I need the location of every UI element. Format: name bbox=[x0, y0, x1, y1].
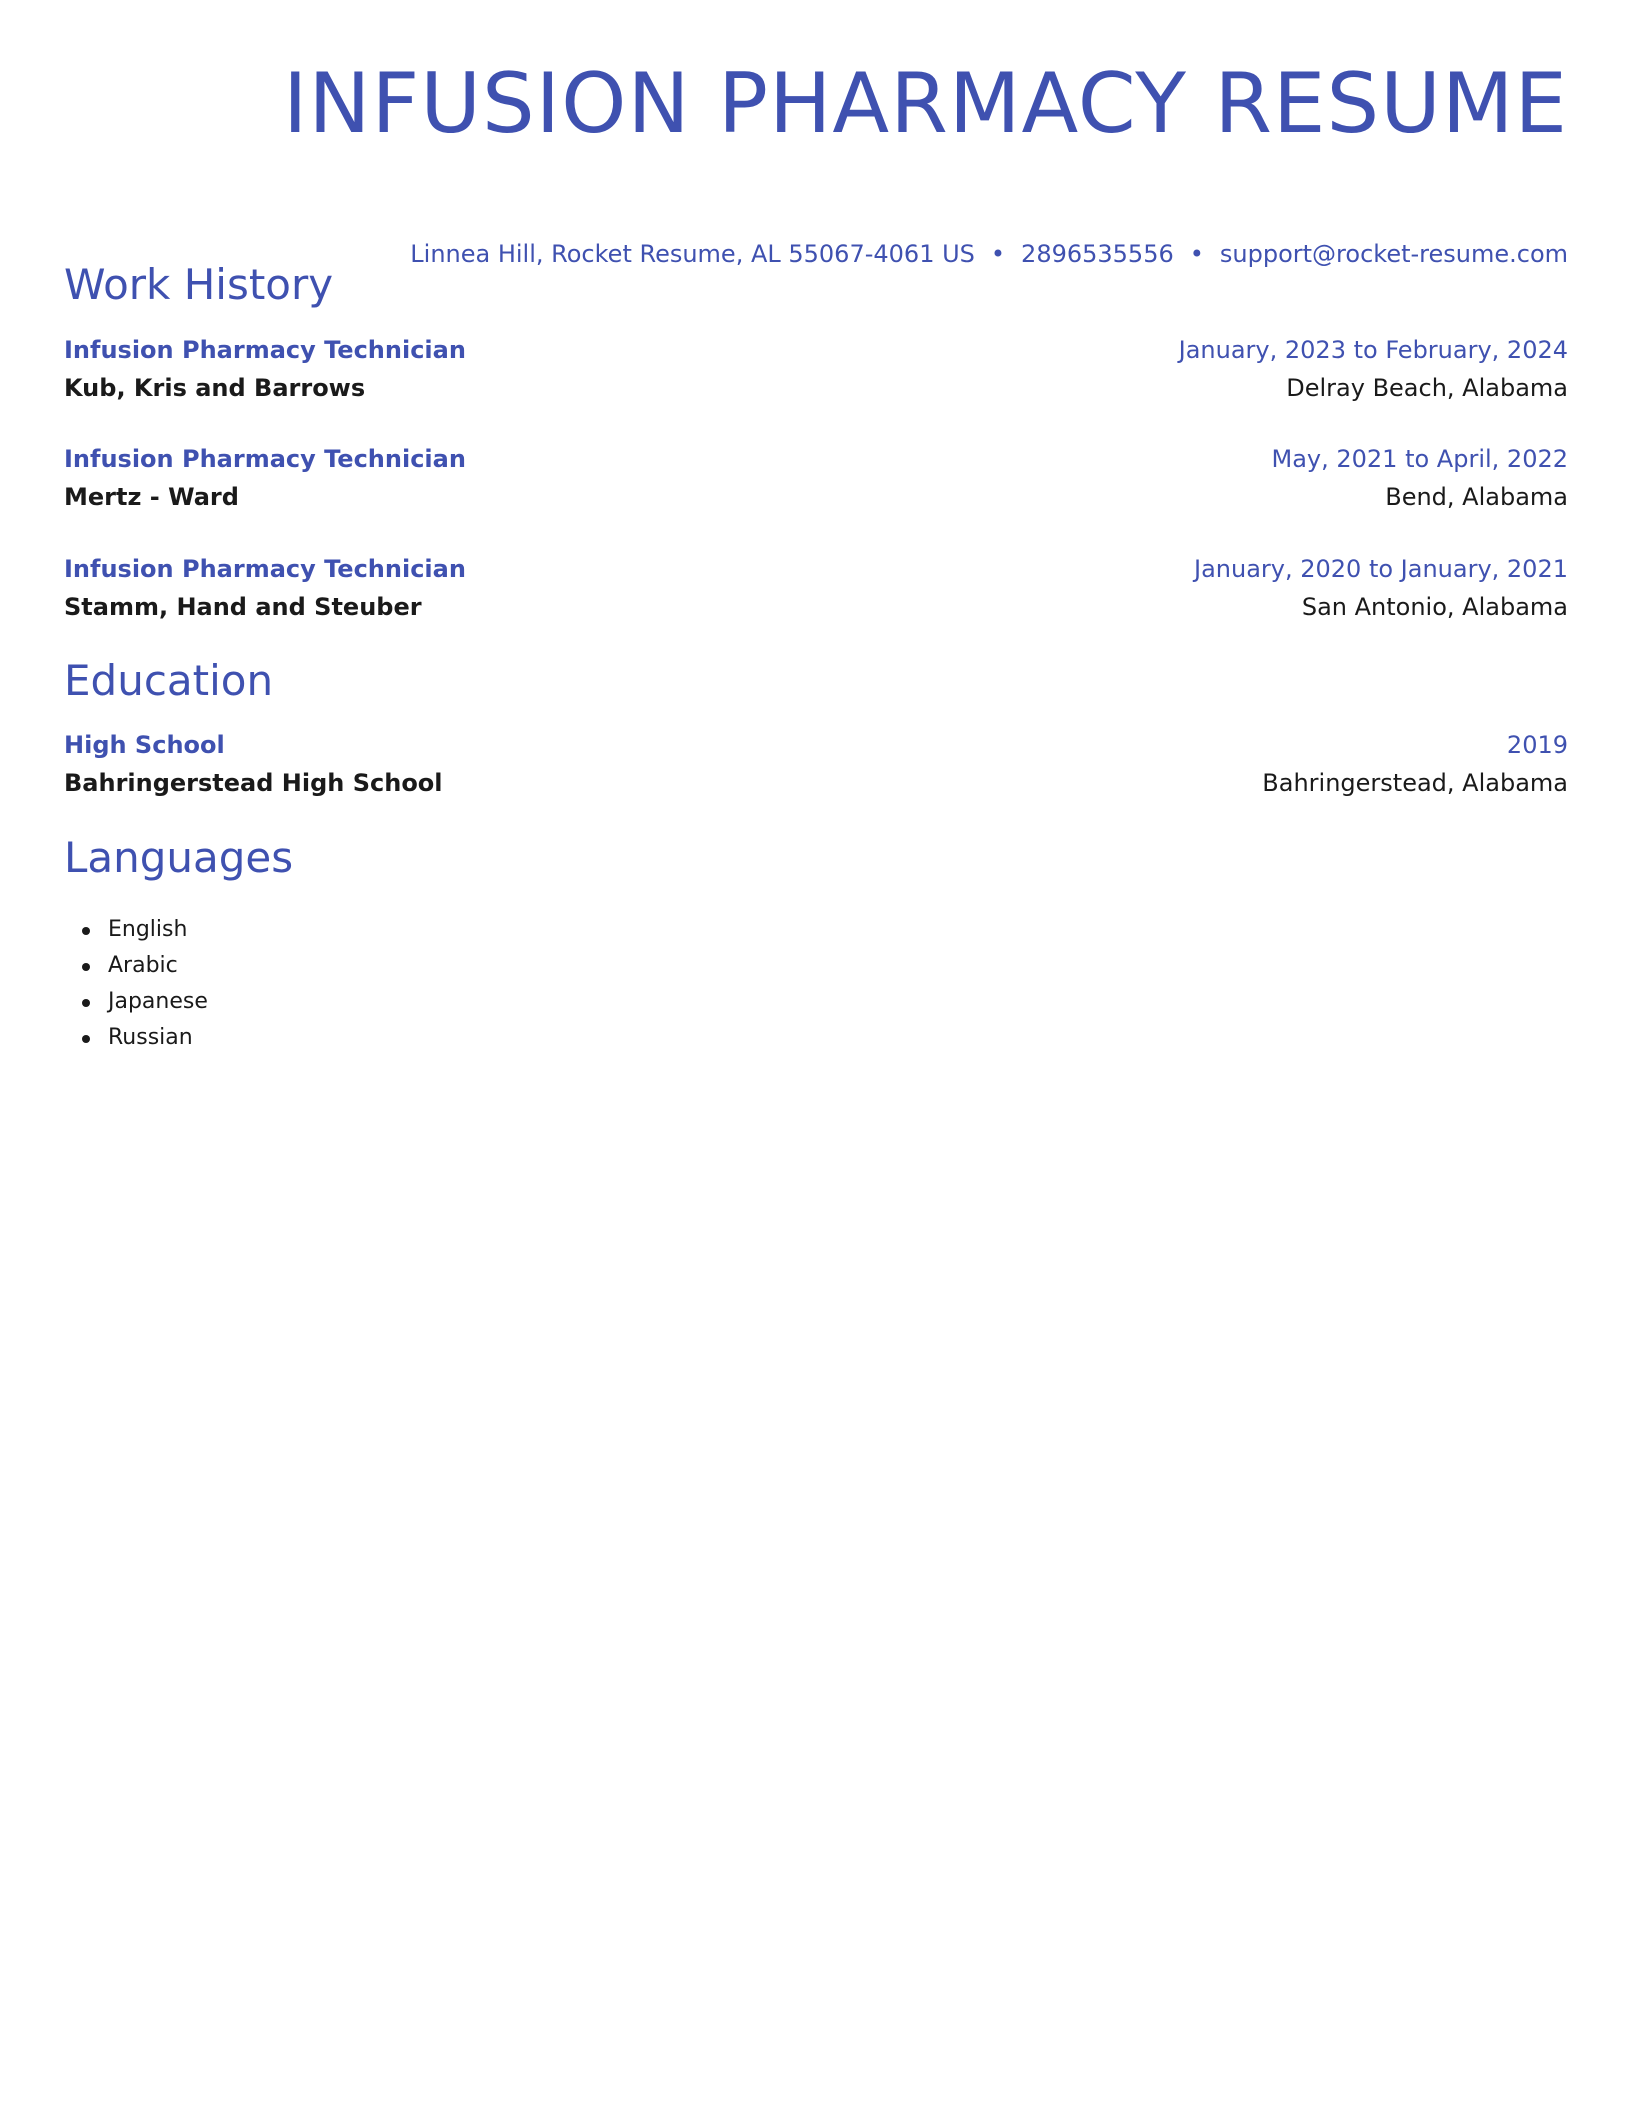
language-item: English bbox=[108, 912, 208, 948]
contact-address: Linnea Hill, Rocket Resume, AL 55067-4061 US bbox=[410, 240, 975, 268]
job-title: Infusion Pharmacy Technician bbox=[64, 555, 466, 583]
job-dates: May, 2021 to April, 2022 bbox=[1271, 445, 1568, 473]
job-title: Infusion Pharmacy Technician bbox=[64, 445, 466, 473]
degree-name: High School bbox=[64, 731, 225, 759]
job-dates: January, 2020 to January, 2021 bbox=[1194, 555, 1568, 583]
employer-name: Mertz - Ward bbox=[64, 483, 239, 511]
contact-separator: • bbox=[1189, 240, 1204, 268]
contact-line bbox=[410, 239, 1568, 269]
language-item: Arabic bbox=[108, 948, 208, 984]
job-title: Infusion Pharmacy Technician bbox=[64, 336, 466, 364]
work-entry bbox=[64, 550, 1568, 626]
job-location: Delray Beach, Alabama bbox=[1286, 374, 1568, 402]
work-entry bbox=[64, 331, 1568, 407]
graduation-year: 2019 bbox=[1506, 731, 1568, 759]
resume-title: INFUSION PHARMACY RESUME bbox=[282, 55, 1568, 152]
education-heading: Education bbox=[64, 656, 274, 705]
contact-phone: 2896535556 bbox=[1021, 240, 1174, 268]
employer-name: Stamm, Hand and Steuber bbox=[64, 593, 422, 621]
school-name: Bahringerstead High School bbox=[64, 769, 443, 797]
languages-list bbox=[64, 912, 208, 1056]
contact-separator: • bbox=[990, 240, 1006, 268]
job-dates: January, 2023 to February, 2024 bbox=[1178, 336, 1568, 364]
work-entry bbox=[64, 440, 1568, 516]
languages-heading: Languages bbox=[64, 833, 294, 882]
education-entry bbox=[64, 726, 1568, 802]
language-item: Japanese bbox=[108, 984, 208, 1020]
employer-name: Kub, Kris and Barrows bbox=[64, 374, 366, 402]
language-item: Russian bbox=[108, 1020, 208, 1056]
job-location: San Antonio, Alabama bbox=[1301, 593, 1568, 621]
job-location: Bend, Alabama bbox=[1385, 483, 1568, 511]
school-location: Bahringerstead, Alabama bbox=[1262, 769, 1568, 797]
contact-email[interactable]: support@rocket-resume.com bbox=[1219, 240, 1568, 268]
work-history-heading: Work History bbox=[64, 260, 334, 309]
